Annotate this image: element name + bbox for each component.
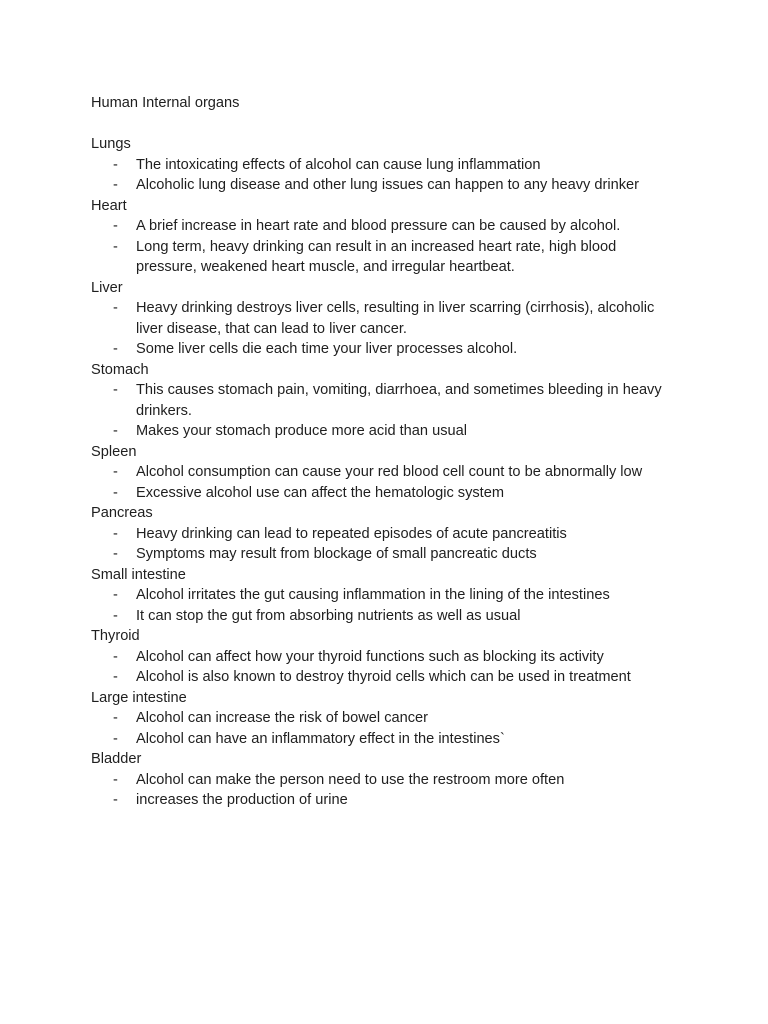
bullet-text: Symptoms may result from blockage of small pancreatic ducts [136,546,537,562]
section-block [91,503,691,565]
bullet-list [91,647,691,688]
section-heading: Large intestine [91,689,187,706]
section-block [91,688,691,750]
section-heading: Bladder [91,751,142,767]
bullet-text: Excessive alcohol use can affect the hematologic system [136,484,505,501]
dash-bullet-icon: - [113,710,118,726]
bullet-text: Long term, heavy drinking can result in an increased heart rate, high blood pressure, weakened heart muscle, and irregular heartbeat. [136,238,617,275]
dash-bullet-icon: - [113,464,118,480]
bullet-list [91,462,691,503]
bullet-text: Alcohol can increase the risk of bowel cancer [136,710,429,726]
bullet-item [91,647,681,668]
dash-bullet-icon: - [113,382,118,398]
bullet-item [91,524,681,545]
section-heading: Liver [91,279,123,296]
section-block [91,360,691,442]
dash-bullet-icon: - [113,484,118,501]
bullet-text: A brief increase in heart rate and blood pressure can be caused by alcohol. [136,218,621,234]
bullet-item [91,544,681,565]
section-block [91,134,691,196]
bullet-text: Alcohol irritates the gut causing inflammation in the lining of the intestines [136,587,610,603]
bullet-text: Some liver cells die each time your liver processes alcohol. [136,341,518,357]
bullet-item [91,237,681,278]
bullet-text: increases the production of urine [136,792,348,808]
bullet-list [91,216,691,278]
bullet-item [91,606,681,627]
bullet-text: It can stop the gut from absorbing nutrients as well as usual [136,607,521,624]
bullet-text: Alcohol is also known to destroy thyroid cells which can be used in treatment [136,669,631,685]
bullet-text: This causes stomach pain, vomiting, diarrhoea, and sometimes bleeding in heavy drinkers. [136,382,662,419]
section-block [91,196,691,278]
dash-bullet-icon: - [113,218,118,234]
dash-bullet-icon: - [113,792,118,808]
section-block [91,565,691,627]
bullet-text: Heavy drinking can lead to repeated episodes of acute pancreatitis [136,525,567,542]
section-block [91,749,691,811]
dash-bullet-icon: - [113,607,118,624]
section-heading: Thyroid [91,628,140,644]
dash-bullet-icon: - [113,423,118,439]
bullet-item [91,155,681,176]
bullet-text: Makes your stomach produce more acid than usual [136,423,467,439]
bullet-item [91,462,681,483]
bullet-item [91,770,681,791]
dash-bullet-icon: - [113,341,118,357]
section-heading: Stomach [91,361,149,378]
bullet-list [91,155,691,196]
section-block [91,442,691,504]
bullet-item [91,421,681,442]
bullet-item [91,790,681,811]
bullet-list [91,585,691,626]
bullet-item [91,708,681,729]
dash-bullet-icon: - [113,669,118,685]
dash-bullet-icon: - [113,730,118,747]
dash-bullet-icon: - [113,648,118,665]
bullet-item [91,380,681,421]
bullet-item [91,667,681,688]
bullet-text: The intoxicating effects of alcohol can cause lung inflammation [136,156,541,173]
bullet-list [91,708,691,749]
document-title: Human Internal organs [91,95,240,111]
dash-bullet-icon: - [113,156,118,173]
section-heading: Spleen [91,443,137,460]
section-heading: Small intestine [91,566,186,583]
bullet-text: Alcohol consumption can cause your red blood cell count to be abnormally low [136,464,643,480]
dash-bullet-icon: - [113,525,118,542]
bullet-item [91,298,681,339]
document-body [91,134,691,811]
dash-bullet-icon: - [113,300,118,316]
dash-bullet-icon: - [113,546,118,562]
section-heading: Heart [91,197,127,214]
section-block [91,278,691,360]
section-heading: Lungs [91,136,131,152]
bullet-text: Heavy drinking destroys liver cells, resulting in liver scarring (cirrhosis), alcoholic liver disease, that can lead to liver cancer. [136,300,655,337]
dash-bullet-icon: - [113,177,118,193]
dash-bullet-icon: - [113,238,118,255]
bullet-item [91,216,681,237]
bullet-item [91,339,681,360]
bullet-list [91,524,691,565]
dash-bullet-icon: - [113,587,118,603]
bullet-list [91,298,691,360]
bullet-item [91,585,681,606]
section-heading: Pancreas [91,505,153,521]
bullet-item [91,483,681,504]
bullet-item [91,175,681,196]
bullet-list [91,770,691,811]
bullet-text: Alcoholic lung disease and other lung issues can happen to any heavy drinker [136,177,639,193]
bullet-text: Alcohol can affect how your thyroid functions such as blocking its activity [136,648,604,665]
dash-bullet-icon: - [113,771,118,788]
bullet-text: Alcohol can make the person need to use the restroom more often [136,771,565,788]
bullet-item [91,729,681,750]
bullet-list [91,380,691,442]
bullet-text: Alcohol can have an inflammatory effect in the intestines` [136,730,505,747]
section-block [91,626,691,688]
